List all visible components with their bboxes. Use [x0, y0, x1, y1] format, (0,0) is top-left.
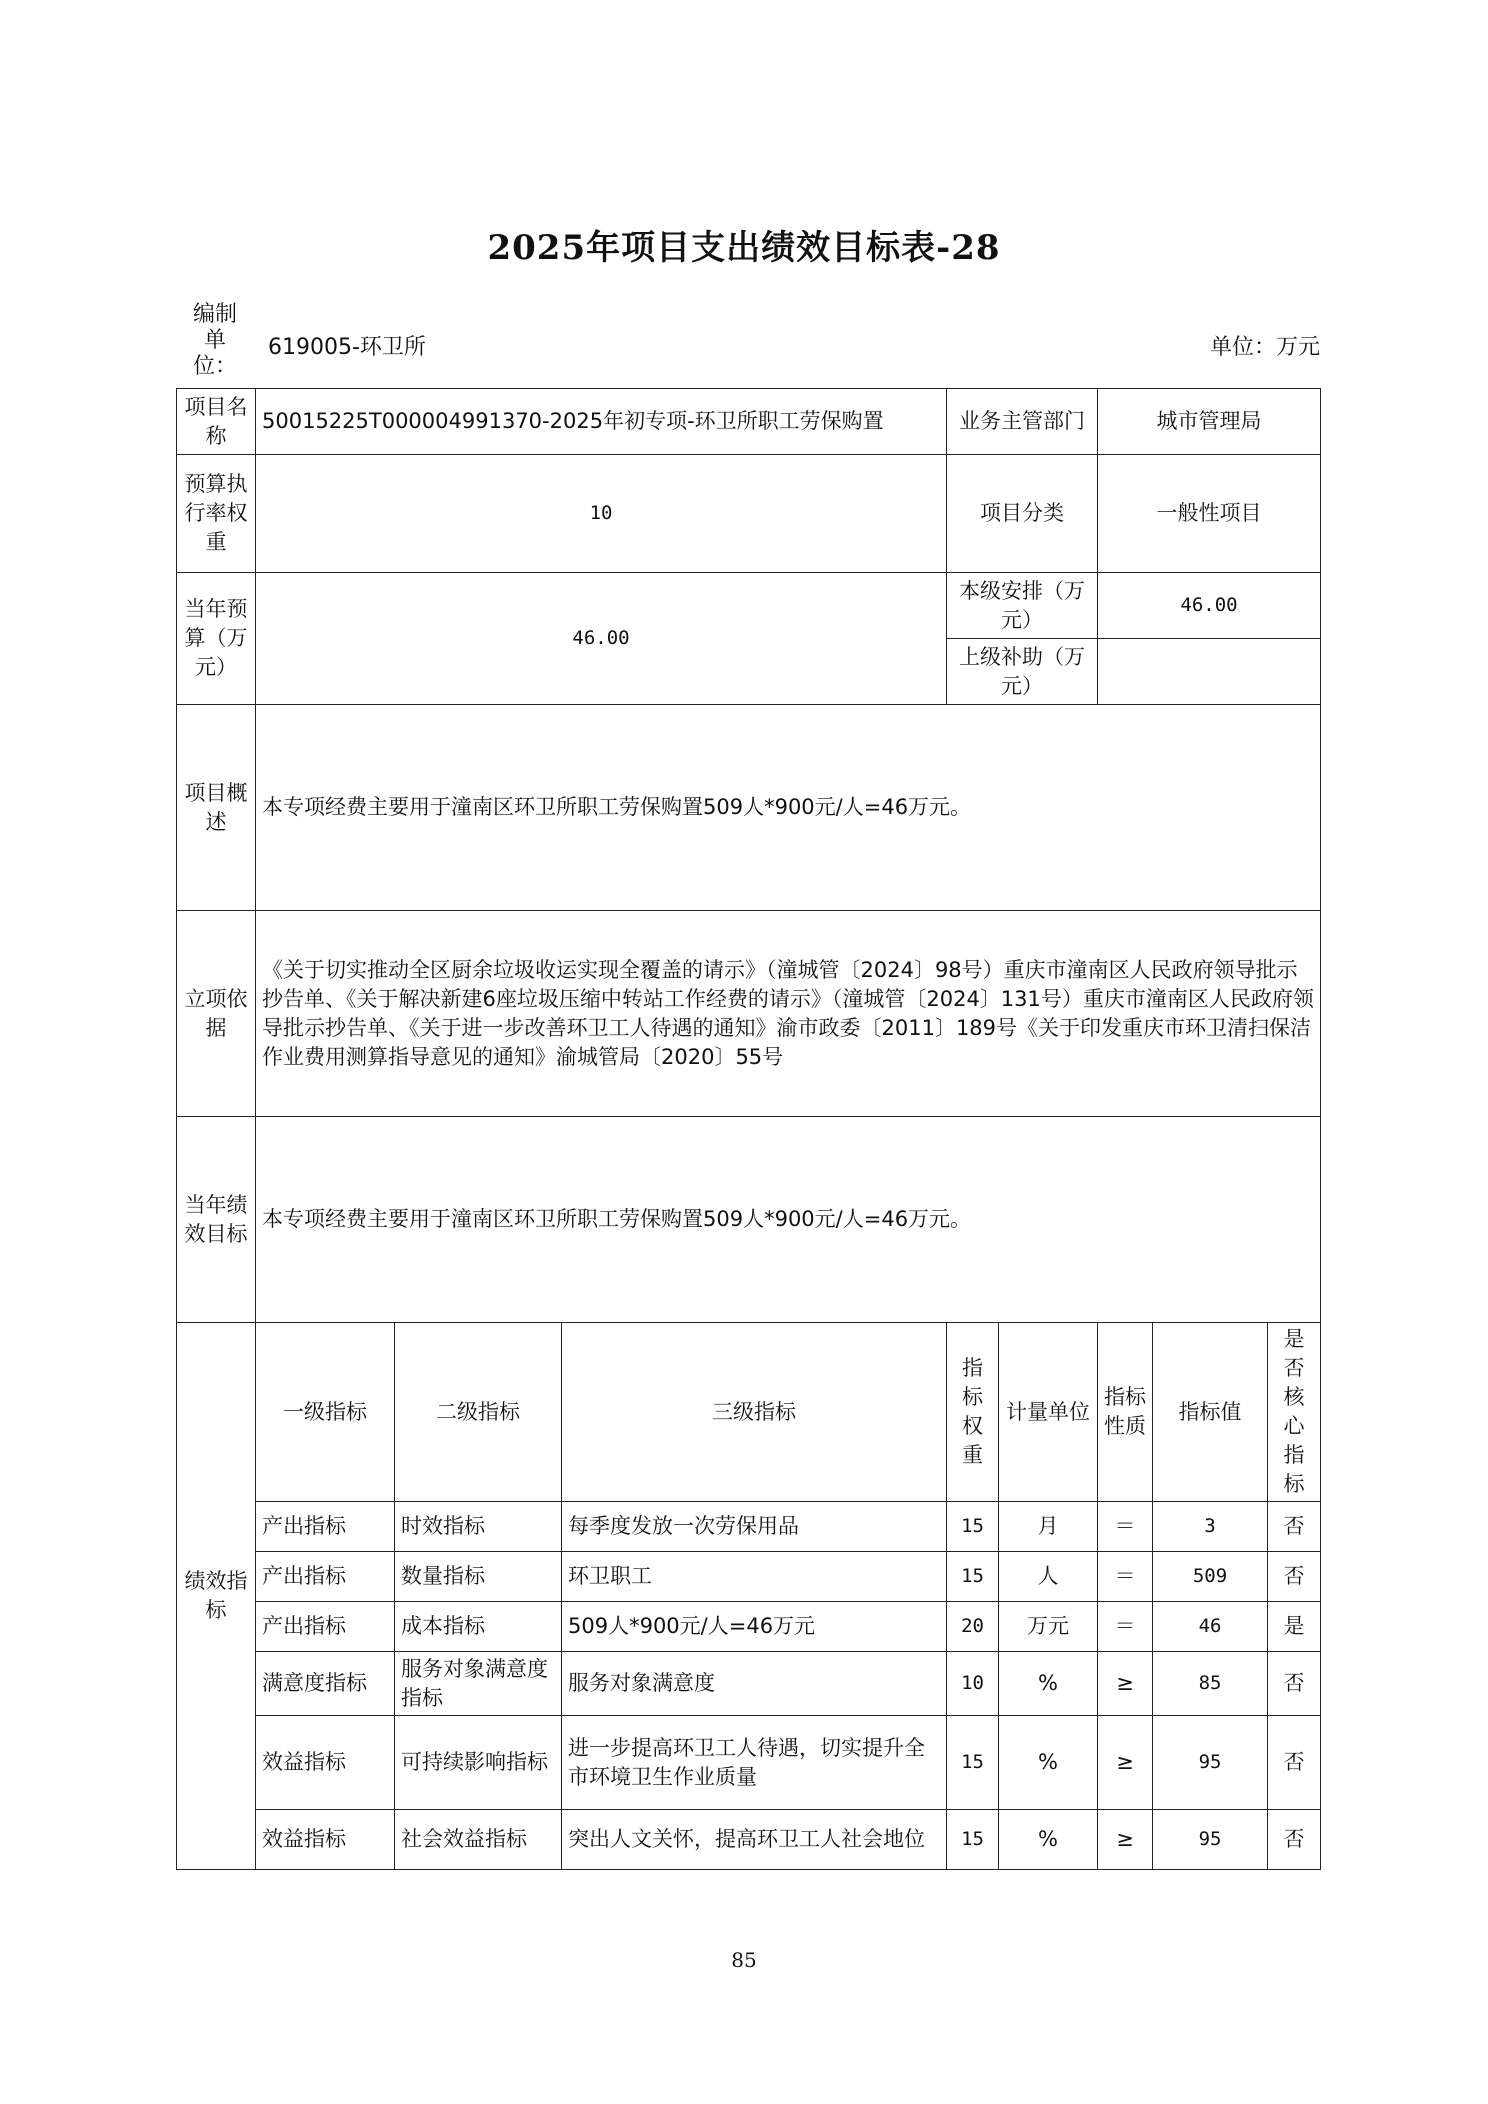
budget-value: 46.00 [256, 573, 947, 705]
row-value: 3 [1153, 1502, 1268, 1552]
row-level2: 可持续影响指标 [395, 1716, 562, 1810]
category-label: 项目分类 [947, 455, 1098, 573]
row-weight: 15 [947, 1502, 999, 1552]
row-level1: 产出指标 [256, 1552, 395, 1602]
header-core: 是否核心指标 [1268, 1323, 1321, 1502]
amount-unit: 单位：万元 [1209, 335, 1320, 360]
basis-value: 《关于切实推动全区厨余垃圾收运实现全覆盖的请示》（潼城管〔2024〕98号）重庆市潼南区人民政府领导批示抄告单、《关于解决新建6座垃圾压缩中转站工作经费的请示》（潼城管〔2024〕131号）重庆市潼南区人民政府领导批示抄告单、《关于进一步改善环卫工人待遇的通知》渝市政委〔2011〕189号《关于印发重庆市环卫清扫保洁作业费用测算指导意见的通知》渝城管局〔2020〕55号 [256, 911, 1321, 1117]
row-weight: 10 [947, 1652, 999, 1716]
row-nature: ≥ [1098, 1810, 1153, 1870]
row-nature: ≥ [1098, 1652, 1153, 1716]
row-unit: 万元 [999, 1602, 1098, 1652]
goal-row [177, 1117, 1321, 1323]
row-level1: 满意度指标 [256, 1652, 395, 1716]
dept-label: 业务主管部门 [947, 389, 1098, 455]
table-row [177, 1602, 1321, 1652]
row-level2: 服务对象满意度指标 [395, 1652, 562, 1716]
header-value: 指标值 [1153, 1323, 1268, 1502]
row-level3: 509人*900元/人=46万元 [562, 1602, 947, 1652]
weight-row [177, 455, 1321, 573]
row-level3: 环卫职工 [562, 1552, 947, 1602]
row-nature: ＝ [1098, 1502, 1153, 1552]
row-core: 是 [1268, 1602, 1321, 1652]
budget-row [177, 573, 1321, 639]
overview-row [177, 705, 1321, 911]
upper-label: 上级补助（万元） [947, 639, 1098, 705]
goal-value: 本专项经费主要用于潼南区环卫所职工劳保购置509人*900元/人=46万元。 [256, 1117, 1321, 1323]
header-nature: 指标性质 [1098, 1323, 1153, 1502]
dept-value: 城市管理局 [1098, 389, 1321, 455]
page-title: 2025年项目支出绩效目标表-28 [487, 228, 1001, 268]
row-core: 否 [1268, 1652, 1321, 1716]
perf-header-row [177, 1323, 1321, 1502]
row-weight: 20 [947, 1602, 999, 1652]
overview-value: 本专项经费主要用于潼南区环卫所职工劳保购置509人*900元/人=46万元。 [256, 705, 1321, 911]
table-row [177, 1552, 1321, 1602]
budget-label: 当年预算（万元） [177, 573, 256, 705]
row-weight: 15 [947, 1716, 999, 1810]
perf-label: 绩效指标 [177, 1323, 256, 1870]
weight-label: 预算执行率权重 [177, 455, 256, 573]
row-level1: 效益指标 [256, 1810, 395, 1870]
row-nature: ＝ [1098, 1552, 1153, 1602]
unit-name: 619005-环卫所 [268, 335, 426, 360]
row-value: 85 [1153, 1652, 1268, 1716]
row-level3: 服务对象满意度 [562, 1652, 947, 1716]
header-unit: 计量单位 [999, 1323, 1098, 1502]
row-level2: 时效指标 [395, 1502, 562, 1552]
local-value: 46.00 [1098, 573, 1321, 639]
row-core: 否 [1268, 1552, 1321, 1602]
row-unit: % [999, 1810, 1098, 1870]
row-level1: 产出指标 [256, 1602, 395, 1652]
table-row [177, 1652, 1321, 1716]
table-row [177, 1502, 1321, 1552]
basis-row [177, 911, 1321, 1117]
row-level2: 成本指标 [395, 1602, 562, 1652]
row-weight: 15 [947, 1810, 999, 1870]
header-level1: 一级指标 [256, 1323, 395, 1502]
project-name-value: 50015225T000004991370-2025年初专项-环卫所职工劳保购置 [256, 389, 947, 455]
row-value: 95 [1153, 1810, 1268, 1870]
row-level1: 效益指标 [256, 1716, 395, 1810]
overview-label: 项目概述 [177, 705, 256, 911]
category-value: 一般性项目 [1098, 455, 1321, 573]
row-core: 否 [1268, 1810, 1321, 1870]
row-unit: 人 [999, 1552, 1098, 1602]
header-level2: 二级指标 [395, 1323, 562, 1502]
row-value: 509 [1153, 1552, 1268, 1602]
project-name-label: 项目名称 [177, 389, 256, 455]
row-nature: ≥ [1098, 1716, 1153, 1810]
row-weight: 15 [947, 1552, 999, 1602]
row-unit: % [999, 1652, 1098, 1716]
upper-value [1098, 639, 1321, 705]
row-level2: 社会效益指标 [395, 1810, 562, 1870]
header-weight: 指标权重 [947, 1323, 999, 1502]
basis-label: 立项依据 [177, 911, 256, 1117]
project-name-row [177, 389, 1321, 455]
unit-row [176, 302, 1320, 386]
table-row [177, 1810, 1321, 1870]
row-unit: 月 [999, 1502, 1098, 1552]
row-level3: 进一步提高环卫工人待遇，切实提升全市环境卫生作业质量 [562, 1716, 947, 1810]
row-level1: 产出指标 [256, 1502, 395, 1552]
row-nature: ＝ [1098, 1602, 1153, 1652]
goal-label: 当年绩效目标 [177, 1117, 256, 1323]
row-core: 否 [1268, 1716, 1321, 1810]
row-value: 95 [1153, 1716, 1268, 1810]
row-level2: 数量指标 [395, 1552, 562, 1602]
weight-value: 10 [256, 455, 947, 573]
table-row [177, 1716, 1321, 1810]
row-level3: 每季度发放一次劳保用品 [562, 1502, 947, 1552]
row-value: 46 [1153, 1602, 1268, 1652]
row-level3: 突出人文关怀，提高环卫工人社会地位 [562, 1810, 947, 1870]
row-core: 否 [1268, 1502, 1321, 1552]
performance-target-table [176, 388, 1321, 1870]
page-number: 85 [731, 1948, 757, 1972]
header-level3: 三级指标 [562, 1323, 947, 1502]
local-label: 本级安排（万元） [947, 573, 1098, 639]
row-unit: % [999, 1716, 1098, 1810]
unit-label: 编制单位： [192, 302, 237, 379]
